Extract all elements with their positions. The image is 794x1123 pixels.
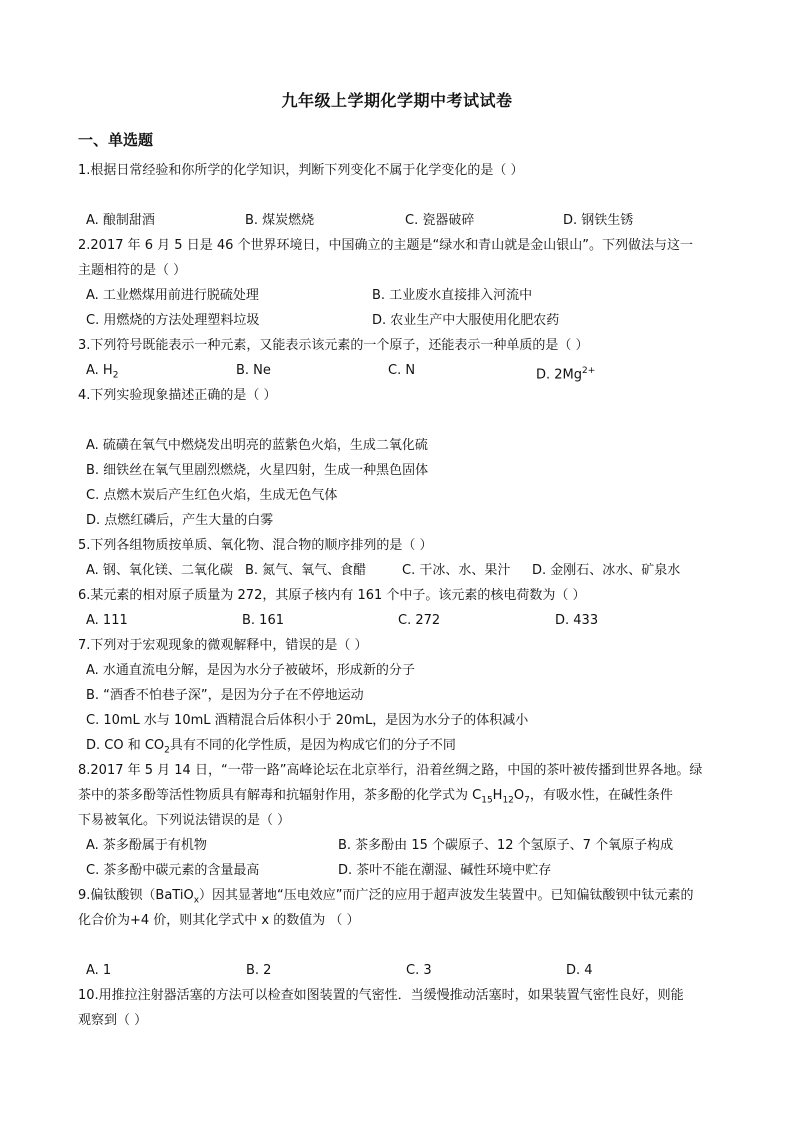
question-9-line-2: 化合价为+4 价，则其化学式中 x 的数值为 （ ） bbox=[78, 913, 360, 928]
q1-option-c: C. 瓷器破碎 bbox=[405, 213, 475, 228]
q5-option-b: B. 氮气、氧气、食醋 bbox=[245, 563, 367, 578]
question-4: 4.下列实验现象描述正确的是（ ） bbox=[78, 388, 277, 403]
q8-option-c: C. 茶多酚中碳元素的含量最高 bbox=[86, 863, 260, 878]
question-1: 1.根据日常经验和你所学的化学知识，判断下列变化不属于化学变化的是（ ） bbox=[78, 163, 524, 178]
question-6: 6.某元素的相对原子质量为 272，其原子核内有 161 个中子。该元素的核电荷数为（ ） bbox=[78, 588, 586, 603]
q9-option-a: A. 1 bbox=[86, 963, 112, 978]
q5-option-c: C. 干冰、水、果汁 bbox=[402, 563, 511, 578]
q4-option-d: D. 点燃红磷后，产生大量的白雾 bbox=[86, 513, 274, 528]
q8-option-a: A. 茶多酚属于有机物 bbox=[86, 838, 207, 853]
section-heading: 一、单选题 bbox=[78, 131, 154, 149]
q5-option-d: D. 金刚石、冰水、矿泉水 bbox=[532, 563, 681, 578]
q4-option-b: B. 细铁丝在氧气里剧烈燃烧，火星四射，生成一种黑色固体 bbox=[86, 463, 429, 478]
question-2-line-1: 2.2017 年 6 月 5 日是 46 个世界环境日，中国确立的主题是“绿水和青山就是金山银山”。下列做法与这一 bbox=[78, 238, 693, 253]
q2-option-a: A. 工业燃煤用前进行脱硫处理 bbox=[86, 288, 259, 303]
q3-option-c: C. N bbox=[388, 363, 416, 378]
question-5: 5.下列各组物质按单质、氧化物、混合物的顺序排列的是（ ） bbox=[78, 538, 433, 553]
q2-option-b: B. 工业废水直接排入河流中 bbox=[372, 288, 533, 303]
q6-option-a: A. 111 bbox=[86, 613, 128, 628]
q7-option-b: B. “酒香不怕巷子深”，是因为分子在不停地运动 bbox=[86, 688, 364, 703]
q8-option-d: D. 茶叶不能在潮湿、碱性环境中贮存 bbox=[338, 863, 552, 878]
question-7: 7.下列对于宏观现象的微观解释中，错误的是（ ） bbox=[78, 638, 368, 653]
q1-option-a: A. 酿制甜酒 bbox=[86, 213, 155, 228]
question-8-line-1: 8.2017 年 5 月 14 日，“一带一路”高峰论坛在北京举行，沿着丝绸之路，中国的茶叶被传播到世界各地。绿 bbox=[78, 763, 703, 778]
q8-option-b: B. 茶多酚由 15 个碳原子、12 个氢原子、7 个氧原子构成 bbox=[338, 838, 674, 853]
q3-option-d: D. $2Mg^{2+}$ bbox=[536, 366, 596, 383]
question-10-line-1: 10.用推拉注射器活塞的方法可以检查如图装置的气密性．当缓慢推动活塞时，如果装置气密性良好，则能 bbox=[78, 988, 684, 1003]
q9-option-c: C. 3 bbox=[406, 963, 432, 978]
q3-option-a: A. $H_2$ bbox=[86, 363, 119, 381]
q3-option-b: B. Ne bbox=[236, 363, 271, 378]
q2-option-c: C. 用燃烧的方法处理塑料垃圾 bbox=[86, 313, 260, 328]
q4-option-c: C. 点燃木炭后产生红色火焰，生成无色气体 bbox=[86, 488, 338, 503]
page-title: 九年级上学期化学期中考试试卷 bbox=[281, 91, 513, 110]
q6-option-b: B. 161 bbox=[242, 613, 284, 628]
q7-option-d: D. CO 和 $CO_2$具有不同的化学性质，是因为构成它们的分子不同 bbox=[86, 738, 456, 756]
q9-option-d: D. 4 bbox=[566, 963, 593, 978]
question-8-line-2: 茶中的茶多酚等活性物质具有解毒和抗辐射作用，茶多酚的化学式为 $C_{15}H_{12}O_7$，有吸水性，在碱性条件 bbox=[78, 788, 673, 806]
question-10-line-2: 观察到（ ） bbox=[78, 1013, 148, 1028]
q5-option-a: A. 钢、氧化镁、二氧化碳 bbox=[86, 563, 233, 578]
q1-option-d: D. 钢铁生锈 bbox=[563, 213, 634, 228]
q7-option-c: C. 10mL 水与 10mL 酒精混合后体积小于 20mL，是因为水分子的体积减小 bbox=[86, 713, 529, 728]
question-8-line-3: 下易被氧化。下列说法错误的是（ ） bbox=[78, 813, 291, 828]
question-2-line-2: 主题相符的是（ ） bbox=[78, 263, 187, 278]
q9-option-b: B. 2 bbox=[246, 963, 272, 978]
q6-option-c: C. 272 bbox=[398, 613, 441, 628]
q6-option-d: D. 433 bbox=[555, 613, 599, 628]
q1-option-b: B. 煤炭燃烧 bbox=[245, 213, 315, 228]
q7-option-a: A. 水通直流电分解，是因为水分子被破坏，形成新的分子 bbox=[86, 663, 415, 678]
question-9-line-1: 9.偏钛酸钡（BaTiO$_x$）因其显著地“压电效应”而广泛的应用于超声波发生装置中。已知偏钛酸钡中钛元素的 bbox=[78, 888, 694, 906]
q4-option-a: A. 硫磺在氧气中燃烧发出明亮的蓝紫色火焰，生成二氧化硫 bbox=[86, 438, 428, 453]
q2-option-d: D. 农业生产中大服使用化肥农药 bbox=[372, 313, 560, 328]
question-3: 3.下列符号既能表示一种元素，又能表示该元素的一个原子，还能表示一种单质的是（ ） bbox=[78, 338, 589, 353]
